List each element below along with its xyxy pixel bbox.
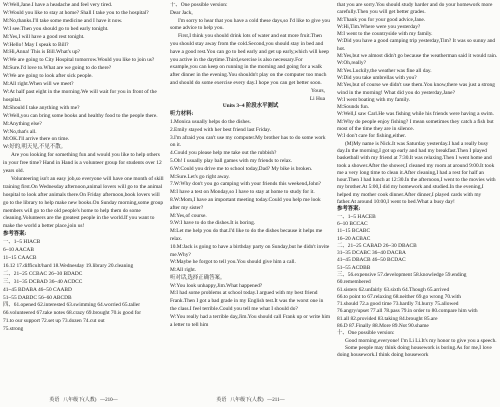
text-line: M:OK.I'll arrive there on time.: [3, 136, 70, 143]
right-column: [337, 2, 498, 406]
text-line: W:You look unhappy,Jim.What happened?: [170, 282, 263, 289]
text-line: 8.W:Mom,I have an important meeting today.Could you help me look after my sister?: [170, 196, 321, 211]
page-footer-middle: 英语 八年级下(人教) —211—: [216, 398, 285, 403]
text-line: W:I don't care for fishing,either.: [337, 133, 407, 140]
text-line: 61.sisters 62.unfairly 63.sixth 64.Though 65.arrived: [337, 286, 450, 293]
text-line: 9.W:I have to do the dishes.It is boring.: [170, 220, 256, 227]
text-line: W:好的,明天见,不见不散。: [3, 144, 66, 151]
text-line: 7.W:Why don't you go camping with your friends this weekend,John?: [170, 181, 321, 188]
text-line: W:We are going to look after sick people.: [3, 73, 93, 80]
text-line: W:I see.Then you should go to bed early tonight.: [3, 25, 109, 32]
text-line: 11~15 CAACB: [3, 255, 37, 261]
text-line: 66.to point to 67.relaxing 68.neither 69.go wrong 70.with: [337, 293, 461, 300]
text-line: M:Sounds fun.: [337, 104, 370, 111]
text-line: 一、1~5 HIACB: [3, 239, 41, 246]
section-heading: 参考答案:: [337, 206, 361, 213]
text-line: M:No,thanks.I'll take some medicine and I have it now.: [3, 17, 123, 24]
text-line: 6.W:Could you drive me to school today,Dad? My bike is broken.: [170, 165, 313, 172]
text-line: W:Maybe he forgot to tell you.You should give him a call.: [170, 259, 296, 266]
text-line: 71.should 72.a good time 73.hardly 74.hurry 75.allowed: [337, 301, 459, 308]
text-line: Volunteering isn't an easy job,so everyone will have one month of skill training first.On Wednesday afternoon,animal lovers will go to the animal hospital to look after animals there.On Friday afternoon,book lovers will go to the library to help make new books.On Sunday morning,some group members will go to the old people's home to help them do some cleaning.Volunteers are the greatest people in the world.If you want to make the world a better place,join us!: [3, 175, 164, 230]
text-line: First,I think you should drink lots of water and eat more fruit.Then you should stay away from the cold.Second,you should stay in bed and have a good rest.You can go to bed early and get up early,which will keep you active in the daytime.Third,exercise is also necessary.For example,you can keep on running in the morning and going for a walk after dinner in the evening.You shouldn't play on the computer too much and should do some exercise every day.I hope you can get better soon.: [170, 33, 329, 86]
text-line: 5.Oh! I usually play ball games with my friends to relax.: [170, 157, 293, 164]
section-heading: 听力材料:: [170, 111, 194, 118]
text-line: M:All right.: [170, 267, 197, 274]
text-line: 41~45 BDABA 46~50 CAABD: [3, 286, 72, 293]
text-line: M:Should I take anything with me?: [3, 104, 80, 111]
text-line: I'm sorry to hear that you have a cold these days,so I'd like to give you some advice to help you.: [170, 17, 330, 32]
page-footer-left: 英语 八年级下(人教) —210—: [49, 398, 118, 403]
text-line: M:Yes,of course.: [170, 212, 207, 219]
text-line: 51~55 DABDC 56~60 ABCDB: [3, 294, 72, 301]
text-line: 4.Could you please help me take out the rubbish?: [170, 150, 277, 157]
text-line: M:Yes,but we almost didn't go because the weatherman said it would rain.: [337, 53, 498, 60]
text-line: 16~20 ACBAC: [337, 235, 371, 242]
text-line: 二、21~25 CABAD 26~30 DBACB: [337, 242, 417, 249]
text-line: 2.Emily stayed with her best friend last Friday.: [170, 126, 272, 133]
middle-column: [170, 2, 331, 394]
text-line: 听对话,选择正确答案。: [170, 274, 226, 281]
text-line: M:Sure.Let's go right away.: [170, 173, 230, 180]
text-line: W:Did you take umbrellas with you?: [337, 74, 417, 81]
text-line: 81.all 82.provided 83.taking 84.brought 85.are: [337, 315, 438, 322]
text-line: 十、One possible version:: [170, 2, 228, 8]
text-line: 一、1~5 HACEB: [337, 213, 376, 220]
section-heading: Units 3~4 阶段水平测试: [222, 103, 279, 110]
text-line: 三、31~35 DCBAD 36~40 ACDCC: [3, 278, 83, 285]
text-line: Li Hua: [309, 95, 325, 102]
text-line: M:Let me help you do that.I'd like to do the dishes because it helps me relax.: [170, 228, 323, 242]
text-line: 6~10 AACAB: [3, 247, 34, 254]
text-line: W:No,that's all.: [3, 128, 37, 135]
text-line: Dear Jack,: [170, 9, 193, 16]
text-line: 二、21~25 CCBAC 26~30 BDADC: [3, 270, 83, 277]
text-line: 十、One possible version:: [337, 330, 395, 337]
text-line: W:You really had a terrible day,Jim.You should call Frank up or write him a letter to tell him: [170, 313, 331, 328]
text-line: 11~15 BCABC: [337, 228, 371, 235]
text-line: W:Well,you can bring some books and healthy food to the people there.: [3, 112, 158, 119]
text-line: M:All right.When will we meet?: [3, 81, 74, 88]
text-line: M:Yes.Luckily,the weather was fine all day.: [337, 67, 432, 74]
text-line: W:Well,Jane.I have a headache and feel very tired.: [3, 2, 113, 8]
text-line: 86.D 87.Finally 88.More 89.Not 90.shame: [337, 323, 429, 330]
text-line: M:Why do people enjoy fishing? I mean sometimes they catch a fish but most of the time they are in silence.: [337, 118, 494, 133]
text-line: M:I have a test on Monday,so I have to stay at home to study for it.: [170, 189, 315, 196]
text-line: 16.12 17.difficult/hard 18.Wednesday 19.library 20.cleaning: [3, 262, 134, 269]
text-line: M:Yes,but of course we didn't use them.You know,there was just a strong wind in the morning! What did you do yesterday,Jane?: [337, 82, 495, 96]
text-line: W:Well,I saw Carl.He was fishing while his friends were having a swim.: [337, 111, 494, 118]
text-line: W:Would you like to stay at home? Shall I take you to the hospital?: [3, 9, 149, 16]
left-column: [3, 2, 164, 394]
text-line: W:At half past eight in the morning.We will wait for you in front of the hospital.: [3, 88, 157, 103]
text-line: 10.M:Jack is going to have a birthday party on Sunday,but he didn't invite me.Why?: [170, 243, 330, 258]
text-line: Good morning,everyone! I'm Li Li.It's my honor to give you a speech.: [345, 337, 497, 344]
section-heading: 参考答案:: [3, 231, 27, 238]
text-line: W:We are going to City Hospital tomorrow.Would you like to join us?: [3, 57, 155, 64]
text-line: 1.Monica usually helps do the dishes.: [170, 118, 251, 125]
text-line: 6~10 BCCAC: [337, 220, 368, 227]
text-line: W:Hello! May I speak to Bill?: [3, 41, 69, 48]
text-line: W:I went boating with my family.: [337, 96, 411, 103]
text-line: Yours,: [311, 87, 325, 94]
text-line: 75.strong: [3, 326, 24, 333]
text-line: 四、61.opened 62.interested 63.swimming 64.worried 65.taller: [3, 302, 140, 309]
text-line: M:Thank you for your good advice,Jane.: [337, 16, 426, 23]
text-line: Some people may think doing housework is boring.As for me,I love doing housework.I think doing housework: [337, 344, 492, 359]
text-line: 76.angry/upset 77.all 78.pass 79.in order to 80.compare him with: [337, 308, 478, 315]
text-line: M:Yes,I will have a good rest tonight.: [3, 33, 85, 40]
text-line: 3.I'm afraid you can't use my computer.My brother has to do some work on it.: [170, 134, 326, 149]
text-line: W:Hi,Tim.Where were you yesterday?: [337, 23, 421, 30]
text-line: W:Did you have a good camping trip yesterday,Tim? It was so sunny and hot.: [337, 38, 496, 52]
text-line: that you are sorry.You should study harder and do your homework more carefully.Then you will get better grades.: [337, 2, 493, 16]
text-line: 41~45 DBACB 46~50 BCDAC: [337, 257, 406, 264]
text-line: M:Sure.I'd love to.What are we going to do there?: [3, 65, 112, 72]
text-line: M:I had some problems at school today.I argued with my best friend Frank.Then I got a bad grade in my English test.It was the worst one in the class.I feel terrible.Could you tell me what I should do?: [170, 290, 324, 313]
text-line: Are you looking for something fun and would you like to help others in your free time? Hand in Hand is a volunteer group for students over 12 years old.: [3, 152, 162, 175]
text-line: (M)My name is Nick.It was Saturday yesterday.I had a really busy day.In the morning,I got up early and had my breakfast.Then I played basketball with my friend at 7:30.It was relaxing.Then I went home and took a shower.After the shower,I cleaned my room at around 9:00.It took me a very long time to clean it.After cleaning,I had a rest for half an hour.Then I had lunch at 12:30.In the afternoon,I went to the movies with my brother.At 5:00,I did my homework and studied.In the evening,I helped my mother cook dinner.After dinner,I played cards with my father.At around 10:00,I went to bed.What a busy day!: [337, 140, 496, 206]
text-line: 三、56.expensive 57.development 58.knowledge 59.ending 60.remembered: [337, 271, 467, 286]
text-line: 66.volunteered 67.take notes 68.crazy 69.brought 70.is good for: [3, 310, 142, 317]
text-line: 51~55 ACDBB: [337, 264, 371, 271]
text-line: W:Oh,really?: [337, 60, 366, 67]
text-line: 31~35 DCABC 36~40 DACBA: [337, 250, 406, 257]
text-line: M:Hi,Anna! This is Bill.What's up?: [3, 49, 80, 56]
text-line: 71.to our support 72.set up 73.dozen 74.cut out: [3, 318, 105, 325]
text-line: M:Anything else?: [3, 120, 42, 127]
text-line: M:I went to the countryside with my family.: [337, 31, 433, 38]
